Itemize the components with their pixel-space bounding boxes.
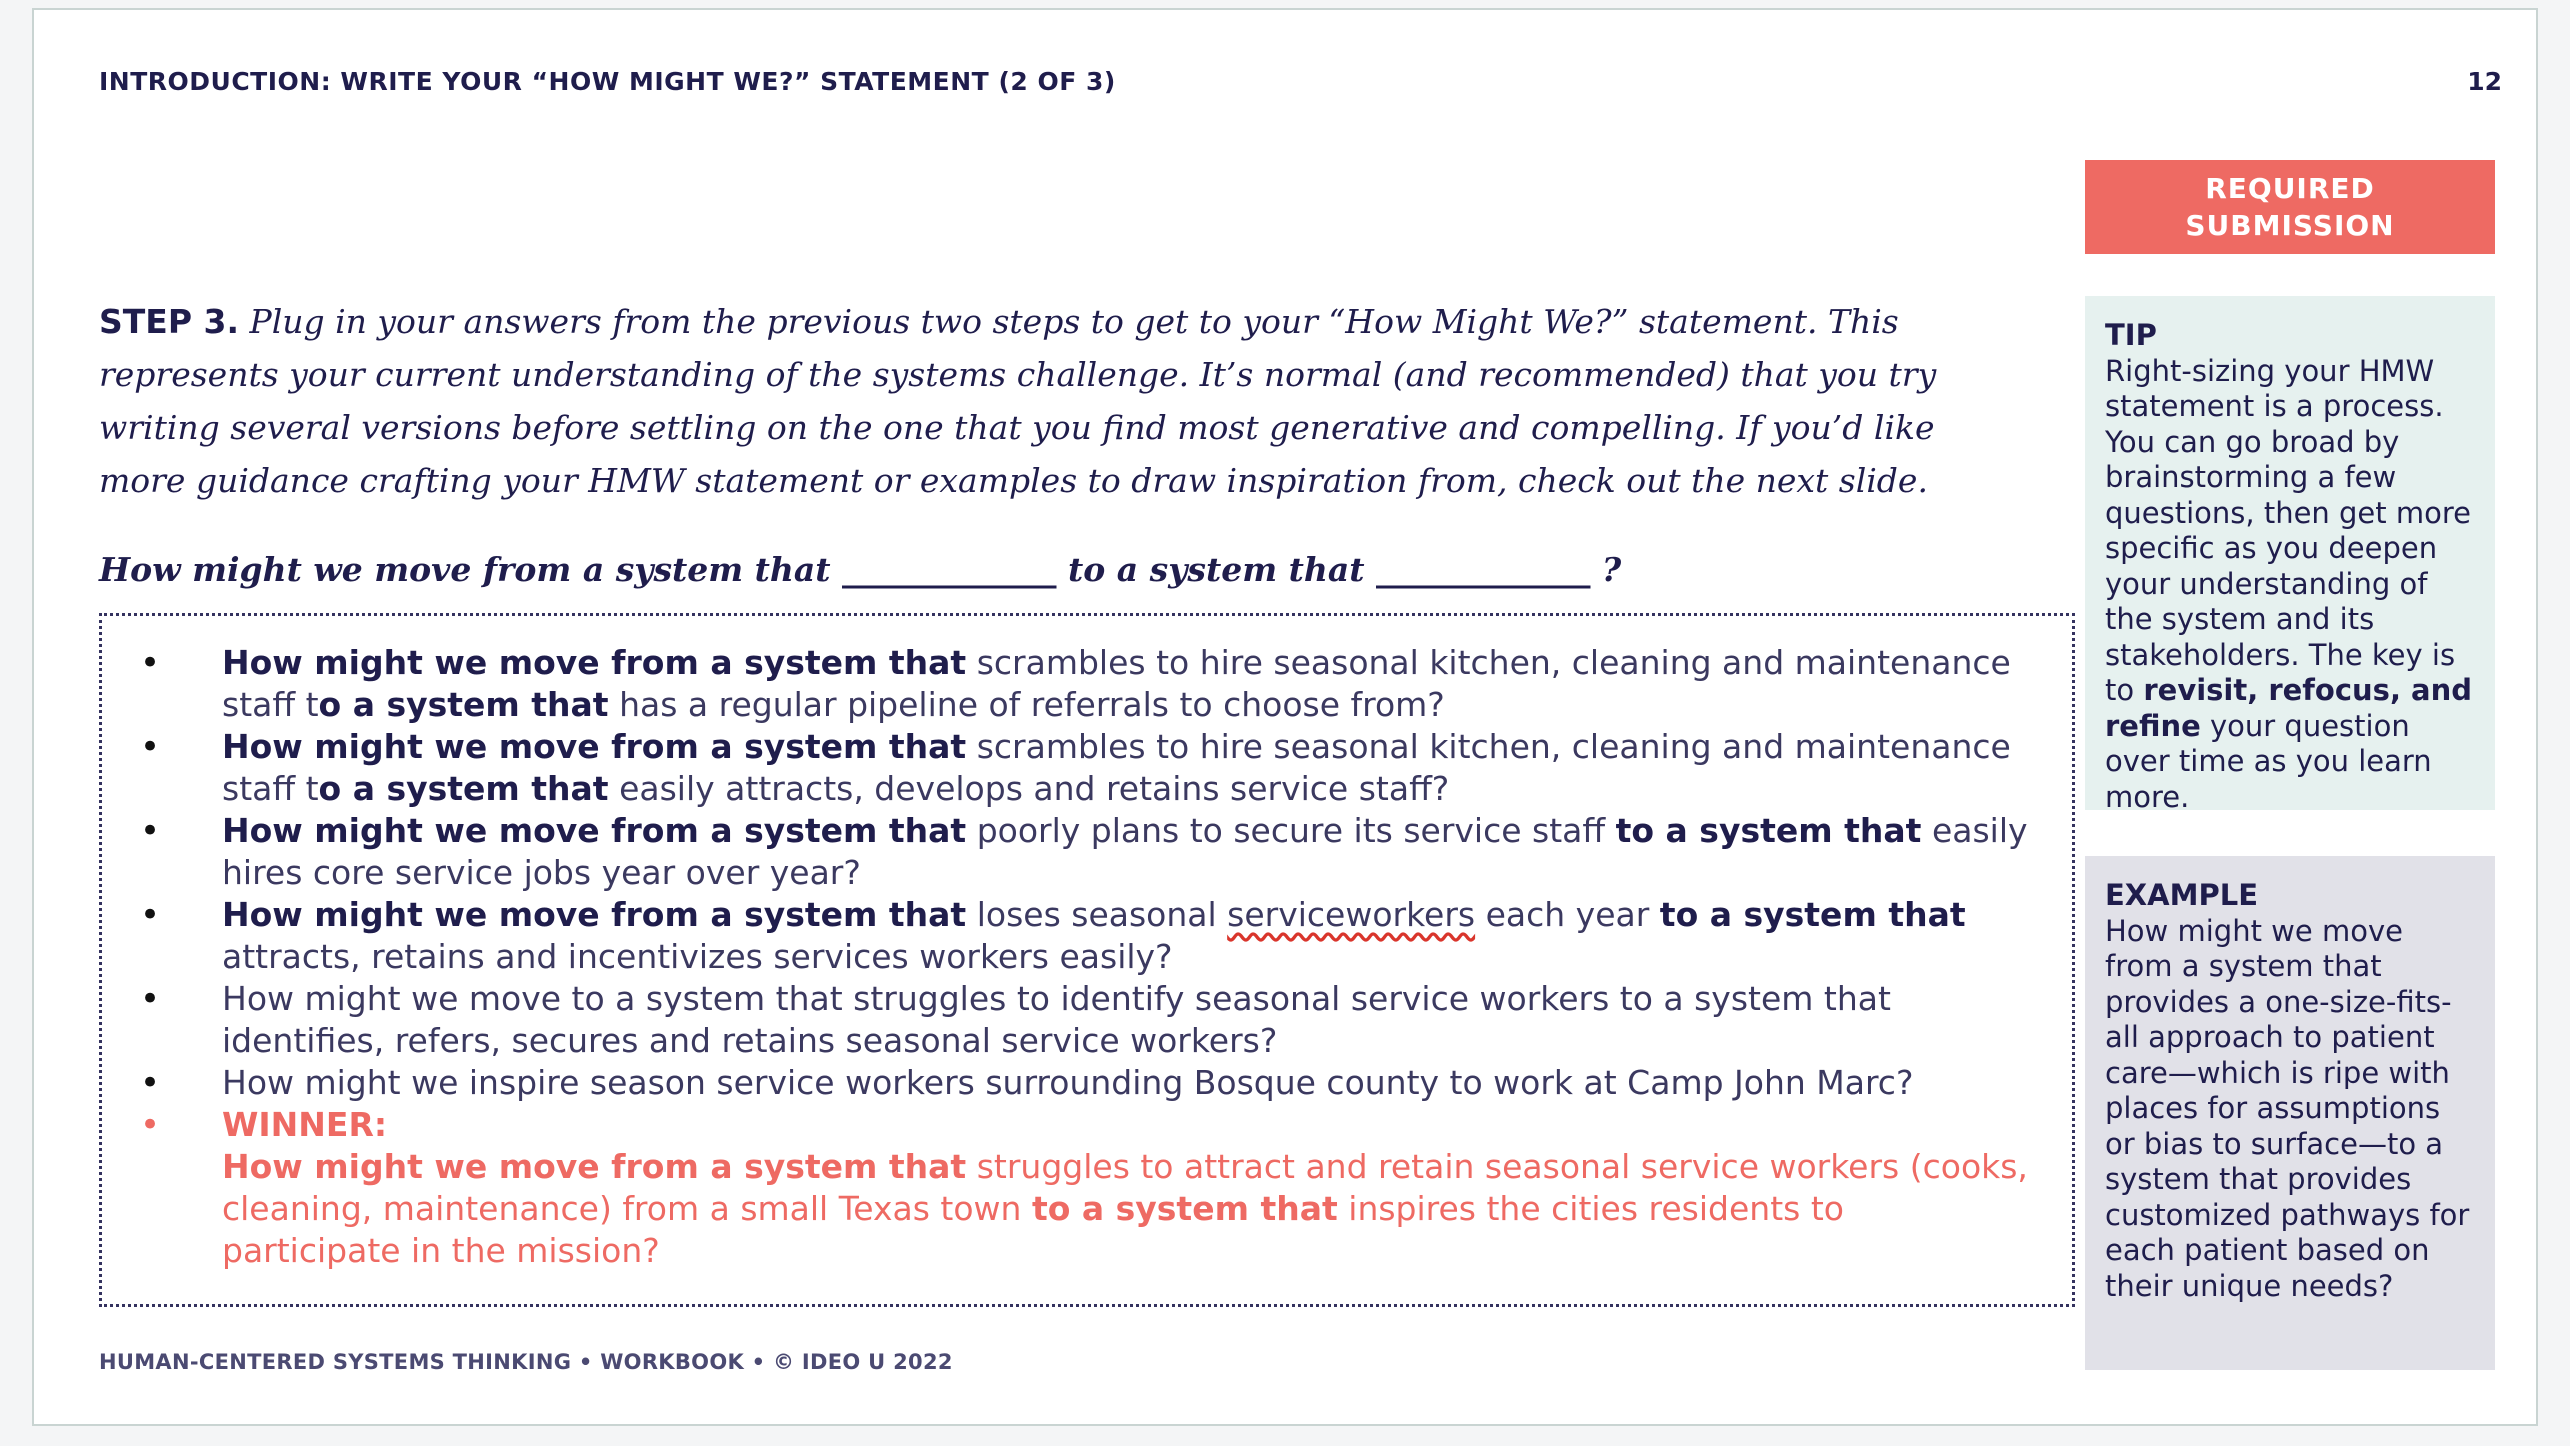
misspelled-word[interactable]: serviceworkers [1227,895,1476,934]
answer-text: attracts, retains and incentivizes services workers easily? [222,937,1173,976]
answers-list [222,642,2032,1272]
required-submission-badge [2085,160,2495,254]
page-number: 12 [2467,67,2502,96]
answer-bold-to: o a system that [318,685,609,724]
answer-text: easily attracts, develops and retains service staff? [608,769,1450,808]
answer-bold-to: to a system that [1659,895,1966,934]
example-title: EXAMPLE [2105,878,2259,912]
answer-bold-to: o a system that [318,769,609,808]
answer-text: struggles to attract and retain seasonal service workers (cooks, cleaning, maintenance) from a small Texas town [222,1147,2028,1228]
list-item [222,810,2032,894]
answer-text: inspires the cities residents to participate in the mission? [222,1189,1844,1270]
tip-text-end: your question over time as you learn more. [2105,708,2432,814]
answer-text: loses seasonal [966,895,1228,934]
answer-text: each year [1475,895,1660,934]
list-item [222,978,2032,1062]
step-label: STEP 3. [99,302,239,341]
example-box [2085,856,2495,1370]
answer-bold-from: How might we move from a system that [222,895,967,934]
answers-box [99,613,2075,1307]
answer-bold-from: How might we move from a system that [222,643,967,682]
answer-text: easily hires core service jobs year over year? [222,811,2028,892]
hmw-template: How might we move from a system that _____________ to a system that _____________ ? [99,550,1622,589]
answer-bold-to: to a system that [1615,811,1922,850]
step-instructions [99,295,1999,507]
list-item [222,1062,2032,1104]
answer-bold-to: to a system that [1031,1189,1338,1228]
winner-item [222,1104,2032,1272]
answer-text: How might we move to a system that struggles to identify seasonal service workers to a system that identifies, refers, secures and retains seasonal service workers? [222,979,1891,1060]
answer-text: How might we inspire season service workers surrounding Bosque county to work at Camp John Marc? [222,1063,1914,1102]
answer-text: has a regular pipeline of referrals to choose from? [608,685,1445,724]
step-body: Plug in your answers from the previous two steps to get to your “How Might We?” statement. This represents your current understanding of the systems challenge. It’s normal (and recommended) that you try writing several versions before settling on the one that you find most generative and compelling. If you’d like more guidance crafting your HMW statement or examples to draw inspiration from, check out the next slide. [99,302,1937,500]
answer-text: poorly plans to secure its service staff [966,811,1616,850]
list-item [222,894,2032,978]
answer-bold-from: How might we move from a system that [222,1147,967,1186]
answer-bold-from: How might we move from a system that [222,727,967,766]
footer: HUMAN-CENTERED SYSTEMS THINKING • WORKBOOK • © IDEO U 2022 [99,1350,953,1374]
badge-label: REQUIRED SUBMISSION [2185,172,2395,242]
answer-text: scrambles to hire seasonal kitchen, cleaning and maintenance staff t [222,727,2011,808]
winner-label: • WINNER: [222,1105,388,1144]
list-item [222,642,2032,726]
page-title: INTRODUCTION: WRITE YOUR “HOW MIGHT WE?” STATEMENT (2 OF 3) [99,67,1116,96]
example-text: How might we move from a system that provides a one-size-fits-all approach to patient care—which is ripe with places for assumptions or bias to surface—to a system that provides customized pathways for each patient based on their unique needs? [2105,913,2470,1303]
answer-text: scrambles to hire seasonal kitchen, cleaning and maintenance staff t [222,643,2011,724]
tip-title: TIP [2105,318,2157,352]
answer-bold-from: How might we move from a system that [222,811,967,850]
tip-bold: revisit, refocus, and refine [2105,673,2473,743]
list-item [222,726,2032,810]
workbook-slide [32,8,2538,1426]
tip-text: Right-sizing your HMW statement is a process. You can go broad by brainstorming a few questions, then get more specific as you deepen your understanding of the system and its stakeholders. The key is to [2105,353,2471,707]
tip-box [2085,296,2495,814]
